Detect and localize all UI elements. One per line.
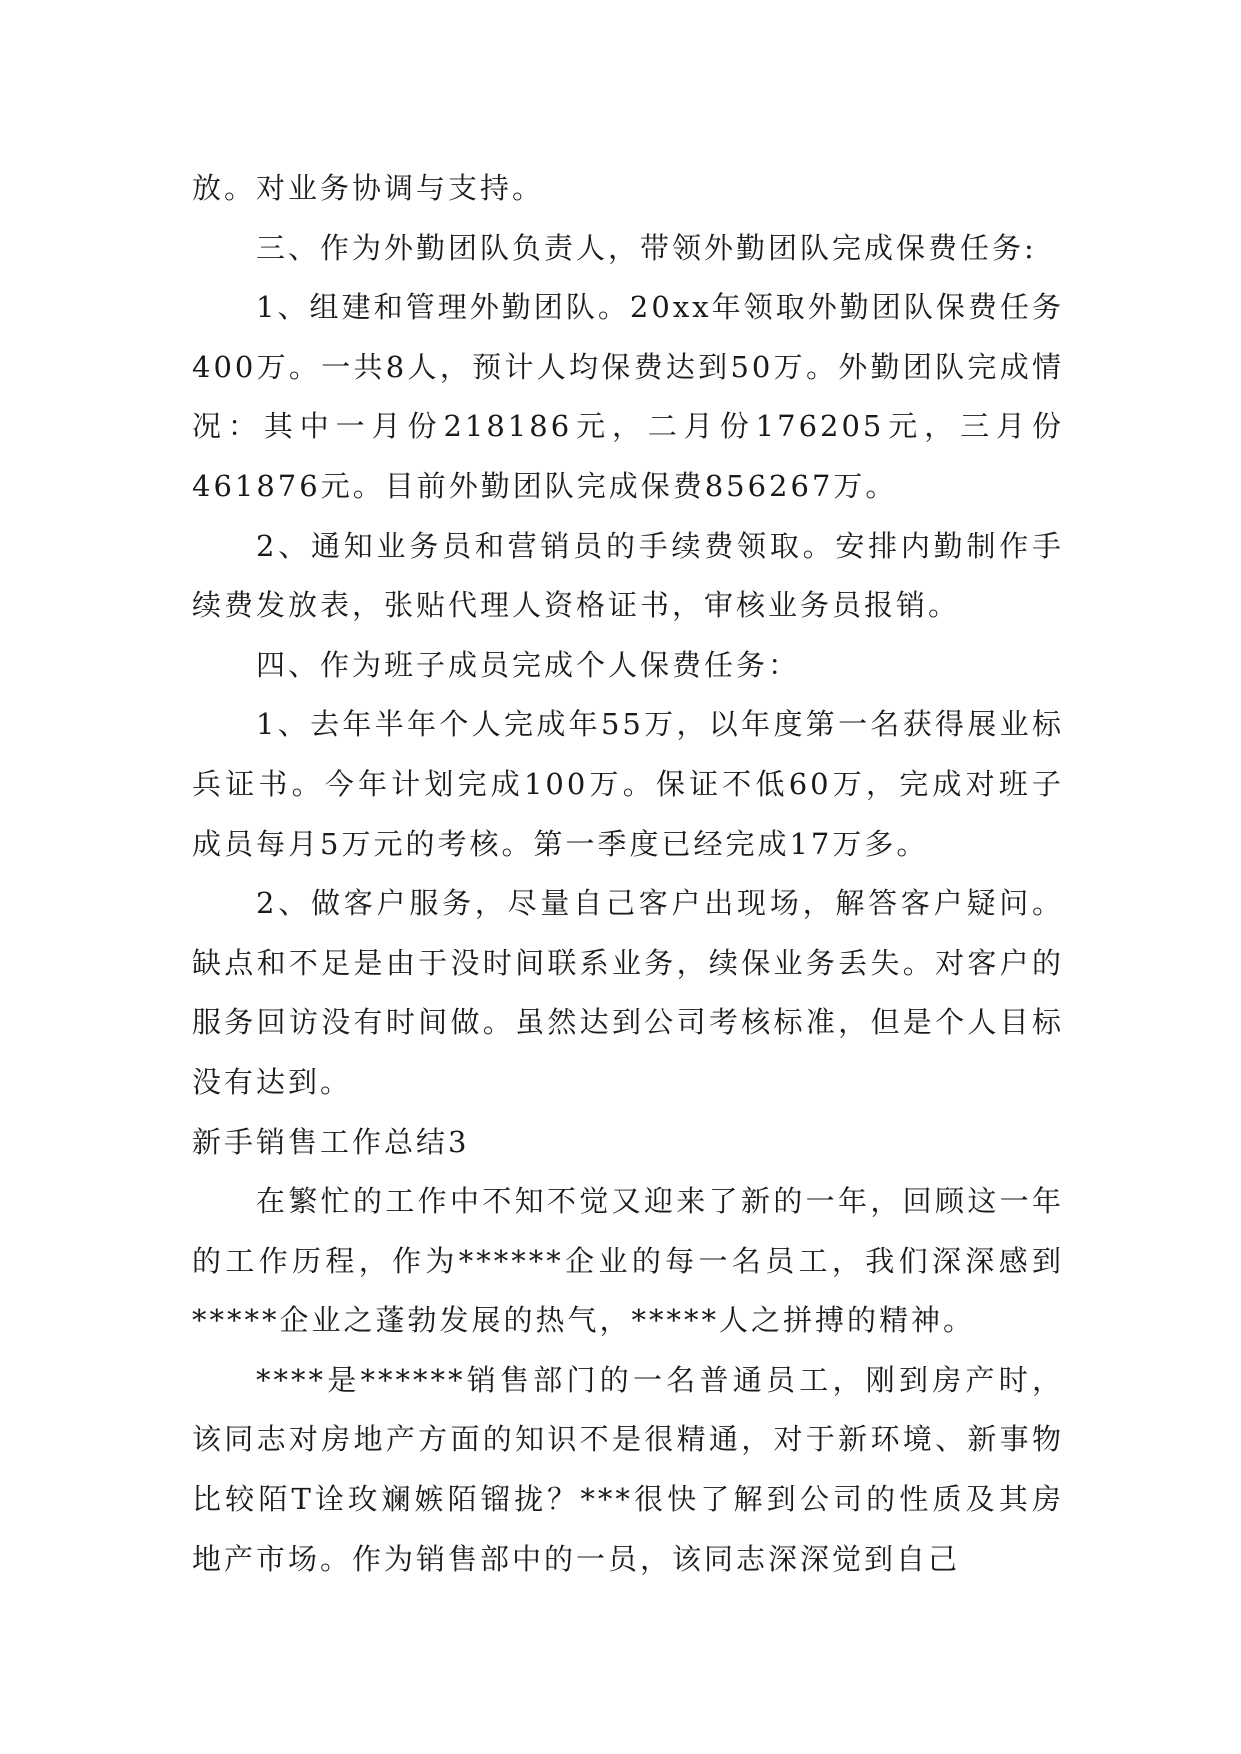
- paragraph-4: 2、通知业务员和营销员的手续费领取。安排内勤制作手续费发放表，张贴代理人资格证书，审核业务员报销。: [192, 528, 1064, 623]
- paragraph-2: 三、作为外勤团队负责人，带领外勤团队完成保费任务:: [256, 230, 1037, 265]
- paragraph-6: 1、去年半年个人完成年55万，以年度第一名获得展业标兵证书。今年计划完成100万。保证不低60万，完成对班子成员每月5万元的考核。第一季度已经完成17万多。: [192, 707, 1064, 861]
- paragraph-8: 在繁忙的工作中不知不觉又迎来了新的一年，回顾这一年的工作历程，作为******企业的每一名员工，我们深深感到*****企业之蓬勃发展的热气，*****人之拼搏的精神。: [192, 1184, 1064, 1338]
- paragraph-5: 四、作为班子成员完成个人保费任务：: [256, 647, 801, 682]
- document-body: [192, 159, 1064, 1589]
- paragraph-7: 2、做客户服务，尽量自己客户出现场，解答客户疑问。缺点和不足是由于没时间联系业务，续保业务丢失。对客户的服务回访没有时间做。虽然达到公司考核标准，但是个人目标没有达到。: [192, 886, 1064, 1099]
- paragraph-9: ****是******销售部门的一名普通员工，刚到房产时，该同志对房地产方面的知识不是很精通，对于新环境、新事物比较陌T诠玫斓嫉陌镏拢？***很快了解到公司的性质及其房地产市场。作为销售部中的一员，该同志深深觉到自己: [192, 1362, 1064, 1576]
- paragraph-1: 放。对业务协调与支持。: [192, 171, 545, 205]
- section-heading: 新手销售工作总结3: [192, 1124, 470, 1159]
- paragraph-3: 1、组建和管理外勤团队。20xx年领取外勤团队保费任务400万。一共8人，预计人均保费达到50万。外勤团队完成情况：其中一月份218186元，二月份176205元，三月份461876元。目前外勤团队完成保费856267万。: [192, 290, 1064, 503]
